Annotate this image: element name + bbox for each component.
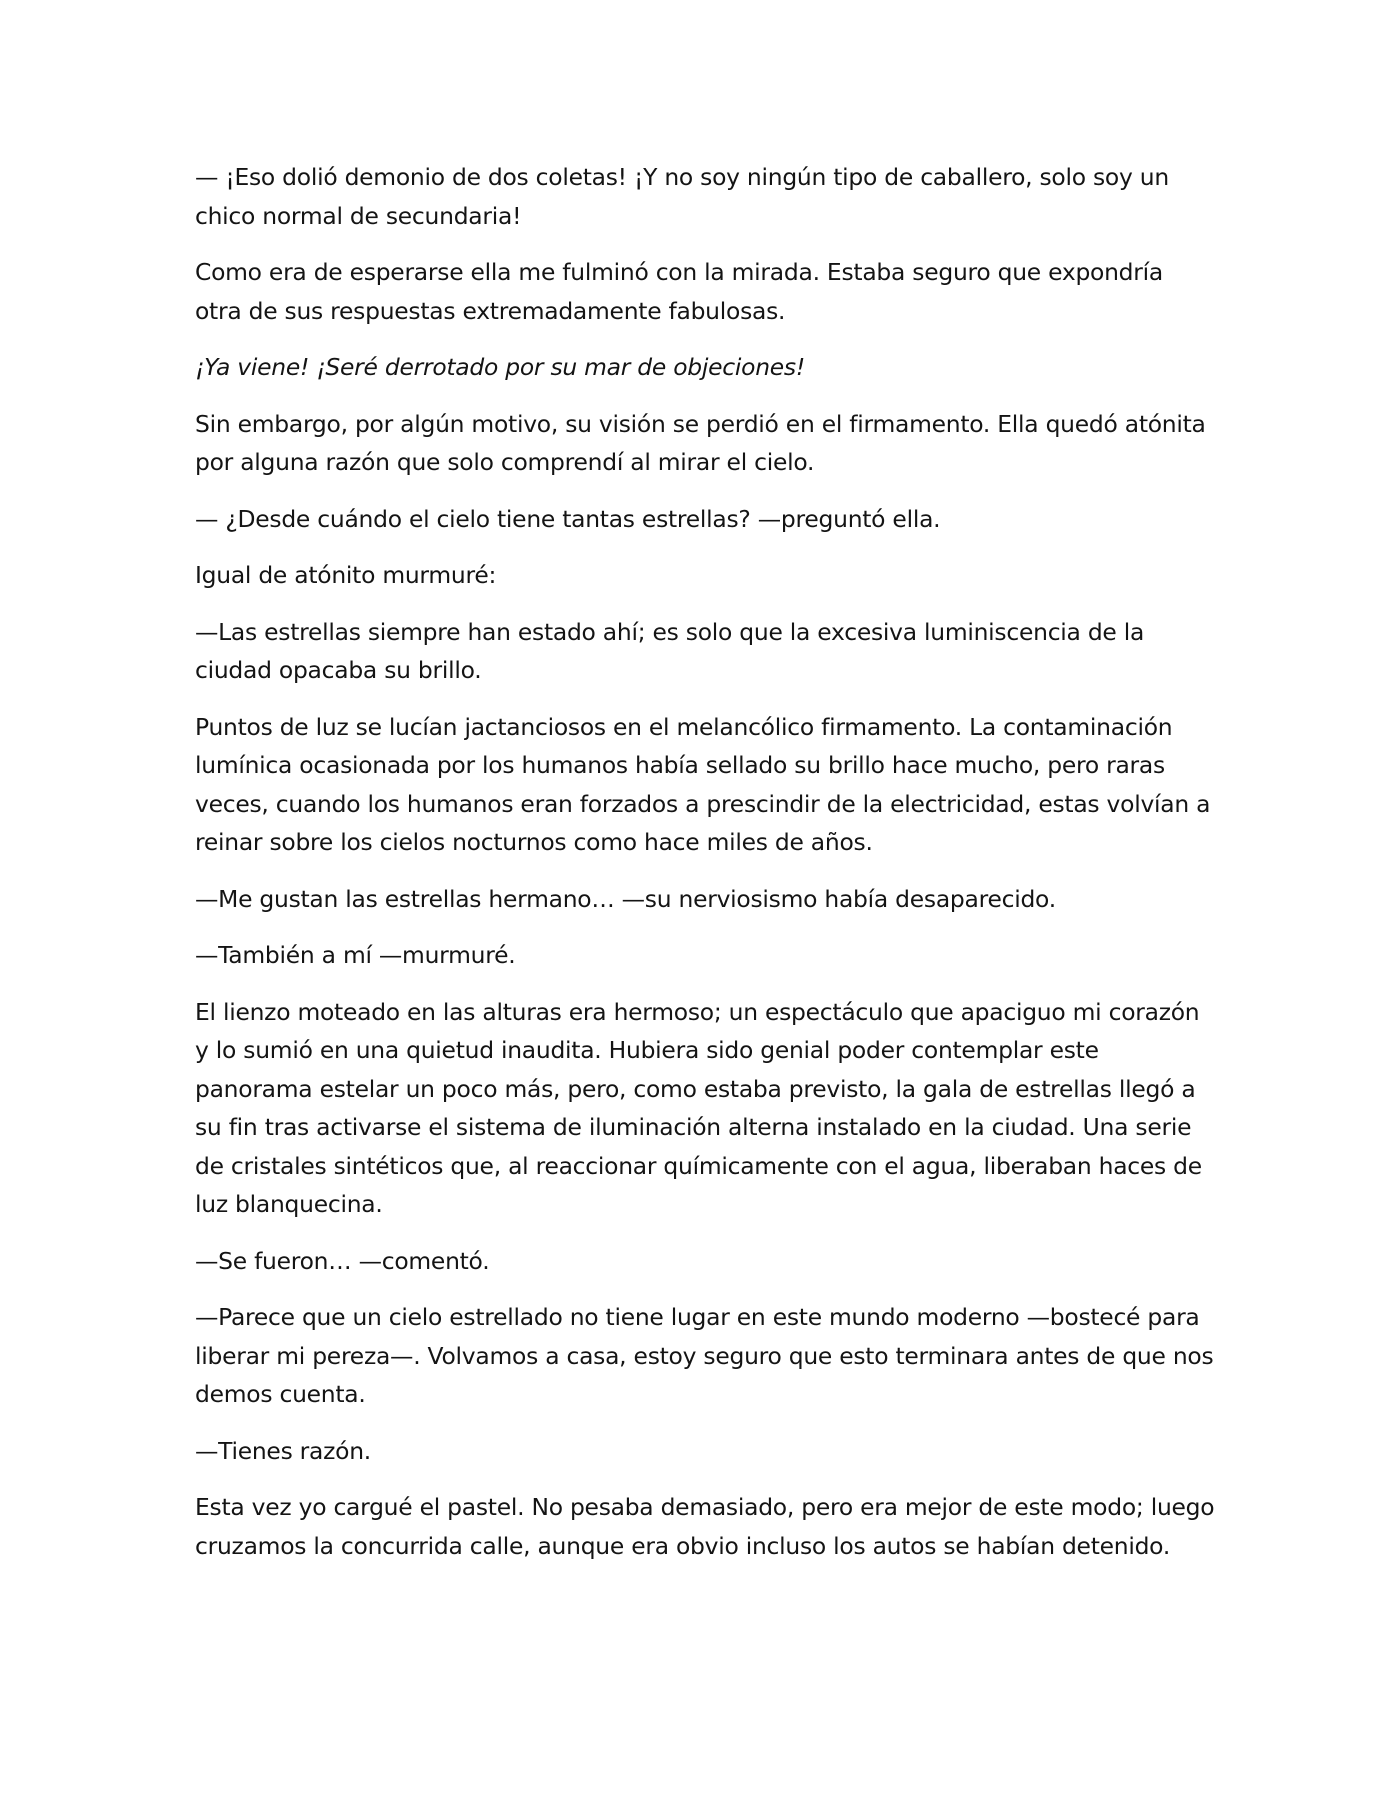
paragraph: Sin embargo, por algún motivo, su visión se perdió en el firmamento. Ella quedó atónita por alguna razón que solo comprendí al mirar el cielo. (195, 409, 1206, 476)
paragraph: El lienzo moteado en las alturas era hermoso; un espectáculo que apaciguo mi corazón y lo sumió en una quietud inaudita. Hubiera sido genial poder contemplar este panorama estelar un poco más, pero, como estaba previsto, la gala de estrellas llegó a su fin tras activarse el sistema de iluminación alterna instalado en la ciudad. Una serie de cristales sintéticos que, al reaccionar químicamente con el agua, liberaban haces de luz blanquecina. (195, 997, 1202, 1218)
paragraph: —Tienes razón. (195, 1436, 371, 1465)
paragraph: Puntos de luz se lucían jactanciosos en el melancólico firmamento. La contaminación lumínica ocasionada por los humanos había sellado su brillo hace mucho, pero raras veces, cuando los humanos eran forzados a prescindir de la electricidad, estas volvían a reinar sobre los cielos nocturnos como hace miles de años. (195, 712, 1211, 856)
paragraph: —También a mí —murmuré. (195, 941, 516, 969)
paragraph: Como era de esperarse ella me fulminó con la mirada. Estaba seguro que expondría otra de sus respuestas extremadamente fabulosas. (195, 258, 1163, 325)
paragraph: — ¡Eso dolió demonio de dos coletas! ¡Y no soy ningún tipo de caballero, solo soy un chico normal de secundaria! (195, 163, 1169, 230)
paragraph: —Parece que un cielo estrellado no tiene lugar en este mundo moderno —bostecé para liberar mi pereza—. Volvamos a casa, estoy seguro que esto terminara antes de que nos demos cuenta. (195, 1303, 1214, 1408)
paragraph: Esta vez yo cargué el pastel. No pesaba demasiado, pero era mejor de este modo; luego cruzamos la concurrida calle, aunque era obvio incluso los autos se habían detenido. (195, 1493, 1215, 1560)
paragraph: Igual de atónito murmuré: (195, 561, 497, 589)
paragraph: —Me gustan las estrellas hermano… —su nerviosismo había desaparecido. (195, 884, 1056, 913)
paragraph: —Se fueron… —comentó. (195, 1246, 490, 1275)
document-body (195, 158, 1215, 1583)
paragraph: —Las estrellas siempre han estado ahí; es solo que la excesiva luminiscencia de la ciudad opacaba su brillo. (195, 617, 1145, 684)
paragraph: — ¿Desde cuándo el cielo tiene tantas estrellas? —preguntó ella. (195, 504, 941, 533)
italic-paragraph: ¡Ya viene! ¡Seré derrotado por su mar de objeciones! (195, 353, 805, 381)
